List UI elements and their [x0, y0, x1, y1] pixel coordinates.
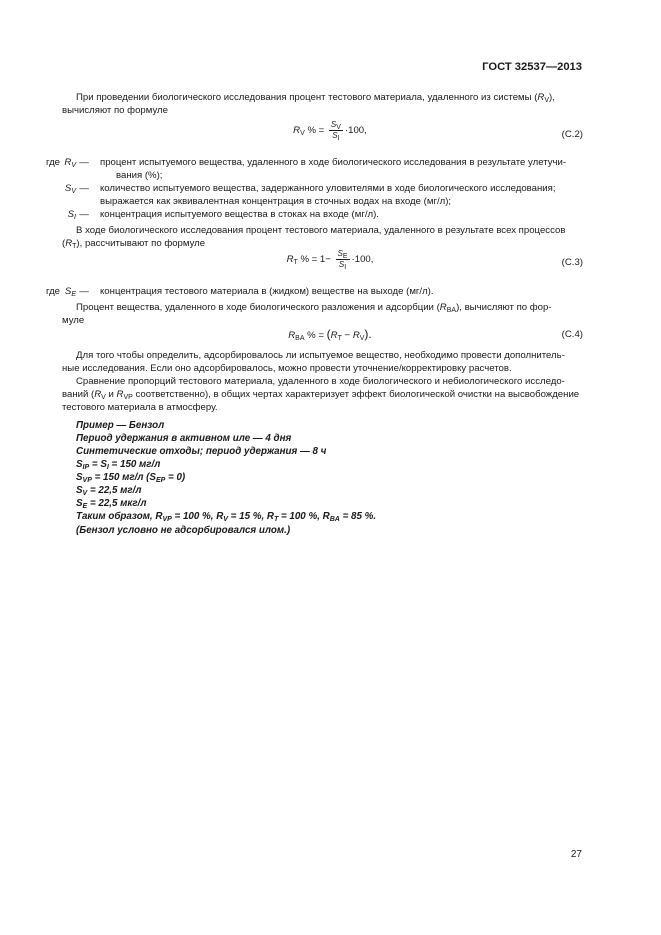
- formula-c3: $R_T$ % = 1− $\frac{S_E}{S_I}$ ·100,: [286, 249, 374, 271]
- where2-label: где: [46, 286, 61, 297]
- paragraph-intro: При проведении биологического исследования процент тестового материала, удаленного из системы $(R_V)$,: [76, 92, 555, 104]
- formula-c4-number: (C.4): [561, 329, 583, 340]
- def-rv-symbol: $R_V$ —: [64, 157, 89, 169]
- paragraph-comparison-line3: тестового материала в атмосферу.: [62, 402, 218, 413]
- example-line-sv: $S_V = 22,5$ мг/л: [76, 485, 142, 497]
- example-line-synthetic: Синтетические отходы; период удержания — 8 ч: [76, 446, 327, 457]
- example-line-sip: $S_{IP} = S_I = 150$ мг/л: [76, 459, 161, 471]
- def-rv-text: процент испытуемого вещества, удаленного в ходе биологического исследования в результате улетучи-: [100, 157, 567, 168]
- document-header: ГОСТ 32537—2013: [482, 61, 582, 73]
- def-sv-text: количество испытуемого вещества, задержанного уловителями в ходе биологического исследования;: [100, 183, 556, 194]
- def-se-symbol: $S_E$ —: [64, 286, 89, 298]
- def-se-text: концентрация тестового материала в (жидком) веществе на выходе (мг/л).: [100, 286, 434, 297]
- paragraph-biodegradation: Процент вещества, удаленного в ходе биологического разложения и адсорбции $(R_{BA})$, вычисляют по фор-: [76, 302, 552, 314]
- formula-c3-number: (C.3): [561, 257, 583, 268]
- paragraph-adsorption-line2: ные исследования. Если оно адсорбировалось, можно провести уточнение/корректировку расчетов.: [62, 363, 512, 374]
- formula-c4: $R_{BA}$ % = $(R_T - R_V)$.: [288, 327, 372, 342]
- page-number: 27: [570, 849, 582, 860]
- paragraph-total-removal-line2: $(R_T)$, рассчитывают по формуле: [62, 238, 206, 250]
- formula-c2: $R_V$ % = $\frac{S_V}{S_I}$ ·100,: [293, 120, 367, 142]
- example-line-conclusion: (Бензол условно не адсорбировался илом.): [76, 525, 291, 536]
- where-label: где: [46, 157, 61, 168]
- paragraph-biodegradation-line2: муле: [62, 315, 85, 326]
- paragraph-comparison-line2: ваний ($R_V$ и $R_{VP}$ соответственно), в общих чертах характеризует эффект биологической очистки на высвобождение: [62, 389, 580, 401]
- example-title: Пример — Бензол: [76, 420, 165, 431]
- example-line-se: $S_E = 22,5$ мкг/л: [76, 498, 147, 510]
- example-line-results: Таким образом, $R_{VP} = 100$ %, $R_V = 15$ %, $R_T = 100$ %, $R_{BA} = 85$ %.: [76, 511, 377, 523]
- def-si-text: концентрация испытуемого вещества в стоках на входе (мг/л).: [100, 209, 379, 220]
- paragraph-adsorption: Для того чтобы определить, адсорбировалось ли испытуемое вещество, необходимо провести дополнитель-: [76, 350, 565, 361]
- def-sv-symbol: $S_V$ —: [64, 183, 89, 195]
- paragraph-intro-line2: вычисляют по формуле: [62, 105, 168, 116]
- formula-c2-fraction: $\frac{S_V}{S_I}$: [330, 120, 341, 142]
- formula-c3-fraction: $\frac{S_E}{S_I}$: [337, 249, 348, 271]
- paragraph-comparison: Сравнение пропорций тестового материала, удаленного в ходе биологического и небиологического исследо-: [76, 376, 565, 387]
- def-sv-cont: выражается как эквивалентная концентрация в сточных водах на входе (мг/л);: [100, 196, 452, 207]
- example-line-retention-sludge: Период удержания в активном иле — 4 дня: [76, 433, 292, 444]
- def-rv-cont: вания (%);: [116, 170, 163, 181]
- def-si-symbol: $S_I$ —: [67, 209, 89, 221]
- formula-c2-number: (C.2): [561, 129, 583, 140]
- example-line-svp: $S_{VP} = 150$ мг/л $(S_{EP} = 0)$: [76, 472, 186, 484]
- paragraph-total-removal: В ходе биологического исследования процент тестового материала, удаленного в результате всех процессов: [76, 225, 566, 236]
